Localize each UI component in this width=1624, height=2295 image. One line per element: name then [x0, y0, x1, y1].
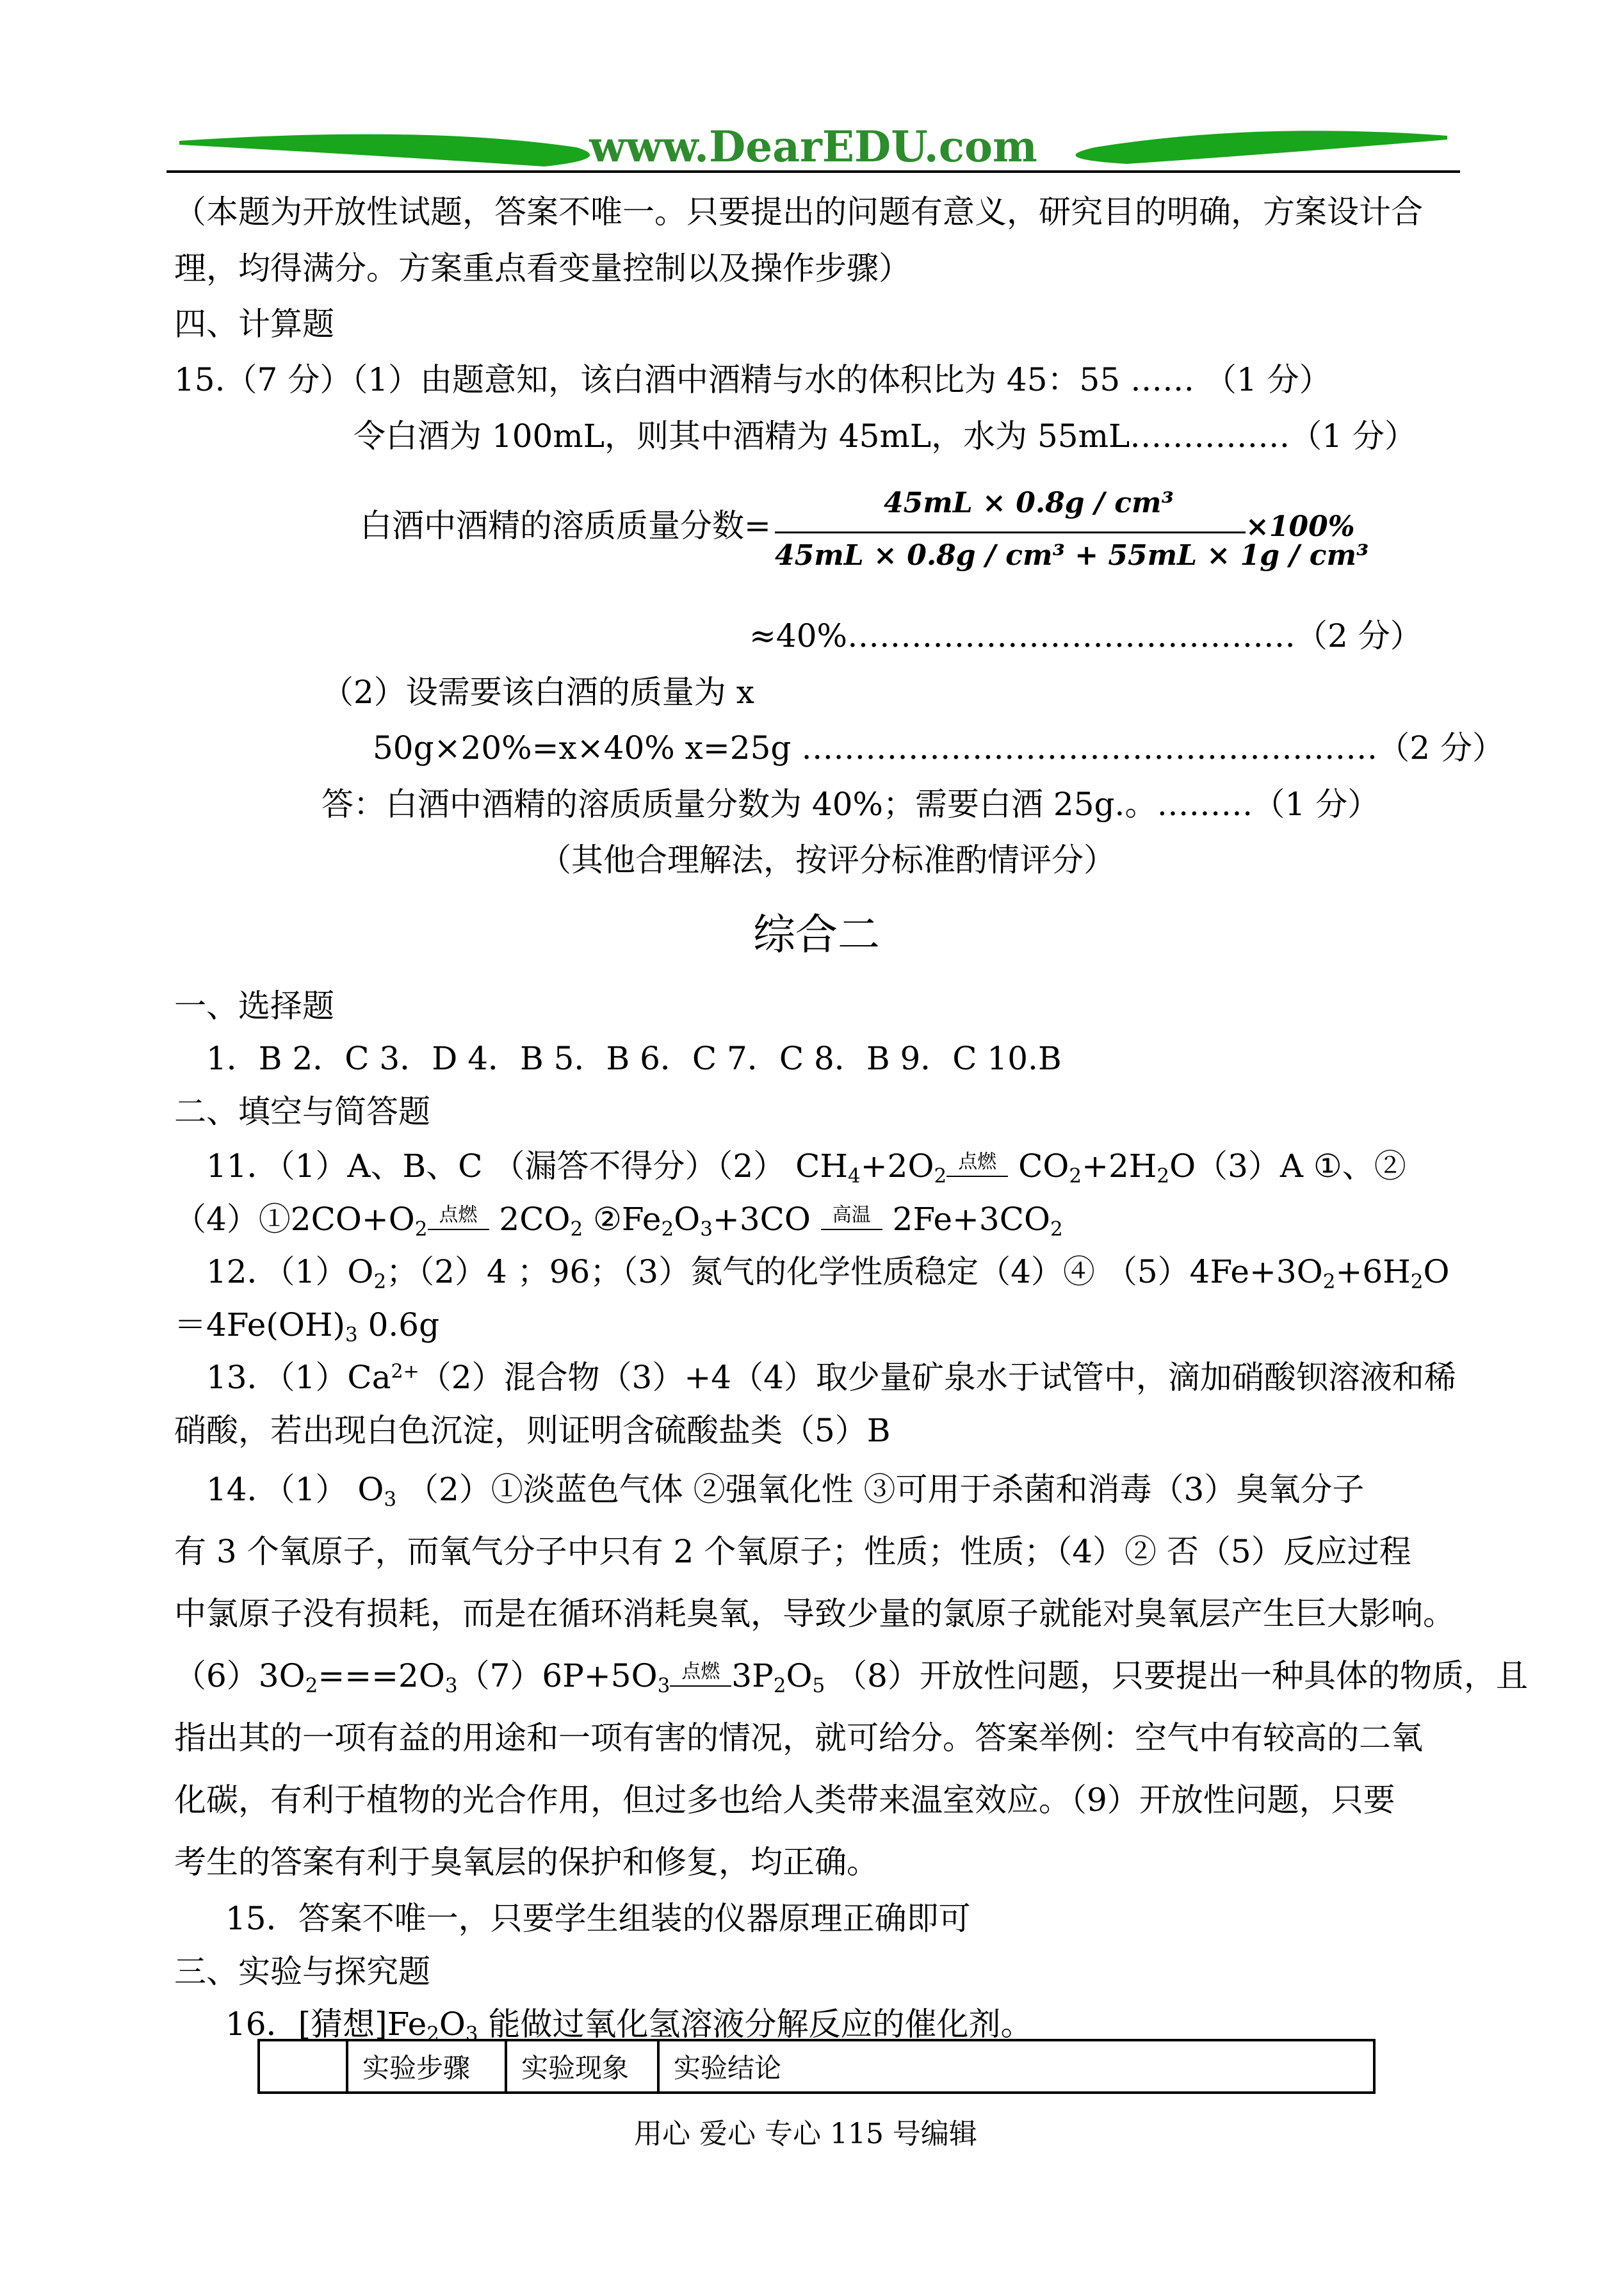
section-2-title: 二、填空与简答题	[174, 1093, 430, 1130]
intro-line-1: （本题为开放性试题，答案不唯一。只要提出的问题有意义，研究目的明确，方案设计合	[174, 193, 1423, 231]
section-4-title: 四、计算题	[174, 305, 334, 343]
q15-approx: ≈40%……………………………………（2 分）	[749, 617, 1422, 654]
q14-line-3: 中氯原子没有损耗，而是在循环消耗臭氧，导致少量的氯原子就能对臭氧层产生巨大影响。	[174, 1595, 1455, 1632]
q15-line-1: 15.（7 分）（1）由题意知，该白酒中酒精与水的体积比为 45：55 …… （1 分）	[174, 361, 1331, 398]
table-header-cell: 实验步骤	[347, 2040, 506, 2093]
table-header-cell: 实验现象	[506, 2040, 658, 2093]
fraction-bar	[775, 531, 1246, 533]
section-3-title: 三、实验与探究题	[174, 1953, 430, 1990]
table-header-cell: 实验结论	[658, 2040, 1374, 2093]
choice-answers: 1．B 2．C 3．D 4．B 5．B 6．C 7．C 8．B 9．C 10.B	[206, 1040, 1062, 1077]
intro-line-2: 理，均得满分。方案重点看变量控制以及操作步骤）	[174, 250, 911, 287]
q14-line-2: 有 3 个氧原子，而氧气分子中只有 2 个氧原子；性质；性质；（4）② 否（5）反应过程	[174, 1533, 1411, 1570]
header-banner	[166, 122, 1460, 186]
condition-ignite: 点燃	[946, 1171, 1008, 1177]
fraction-numerator: 45mL × 0.8g / cm³	[884, 487, 1174, 519]
q14-line-6: 化碳，有利于植物的光合作用，但过多也给人类带来温室效应。（9）开放性问题，只要	[174, 1781, 1395, 1819]
q14-line-4: $(6)3O_2===2O_3(7)6P+5O_3$ 点燃 $3P_2O_5$ （8）开放性问题，只要提出一种具体的物质，且	[174, 1657, 1528, 1698]
q15-part-2: （2）设需要该白酒的质量为 x	[321, 674, 754, 711]
footer-text: 用心 爱心 专心 115 号编辑	[634, 2118, 977, 2150]
q11-line-1: 11．（1）A、B、C （漏答不得分）（2） $CH_4+2O_2$ 点燃 $CO_2+2H_2O(3)A$ ①、②	[206, 1148, 1406, 1188]
fraction-percent: ×100%	[1246, 510, 1355, 543]
q13-line-2: 硝酸，若出现白色沉淀，则证明含硫酸盐类（5）B	[174, 1412, 891, 1449]
q16-line: 16．[猜想]$Fe_2O_3$ 能做过氧化氢溶液分解反应的催化剂。	[225, 2006, 1033, 2046]
q11-line-2: $(4)①2CO+O_2$ 点燃 $2CO_2$ $②Fe_2O_3+3CO$ 高温 $2Fe+3CO_2$	[174, 1201, 1063, 1241]
table-header-row	[259, 2040, 1374, 2093]
banner-right-swoosh	[1076, 131, 1447, 164]
q14-line-1: 14．（1） $O_3$ （2）①淡蓝色气体 ②强氧化性 ③可用于杀菌和消毒（3）臭氧分子	[206, 1471, 1365, 1511]
q15-note: （其他合理解法，按评分标准酌情评分）	[539, 841, 1116, 879]
section-1-title: 一、选择题	[174, 987, 334, 1025]
q12-line-1: 12．$(1)O_2$；（2）4 ；96；（3）氮气的化学性质稳定（4）④ $(5)4Fe+3O_2+6H_2O$	[206, 1253, 1450, 1293]
banner-text: www.DearEDU.com	[589, 122, 1037, 172]
q14-line-5: 指出其的一项有益的用途和一项有害的情况，就可给分。答案举例：空气中有较高的二氧	[174, 1719, 1423, 1756]
banner-left-swoosh	[179, 134, 590, 166]
fraction-denominator: 45mL × 0.8g / cm³ + 55mL × 1g / cm³	[775, 539, 1369, 572]
q15-answer: 答：白酒中酒精的溶质质量分数为 40%；需要白酒 25g.。………（1 分）	[321, 786, 1380, 823]
q15-calc: 50g×20%=x×40% x=25g ………………………………………………（2 分）	[373, 729, 1504, 766]
part-title: 综合二	[753, 910, 880, 959]
q14-line-7: 考生的答案有利于臭氧层的保护和修复，均正确。	[174, 1844, 879, 1881]
condition-ignite: 点燃	[428, 1224, 489, 1230]
table-header-cell	[259, 2040, 347, 2093]
q15-line-2: 令白酒为 100mL，则其中酒精为 45mL，水为 55mL……………（1 分）	[353, 418, 1417, 455]
q15b-line: 15．答案不唯一，只要学生组装的仪器原理正确即可	[225, 1900, 971, 1937]
condition-high-temp: 高温	[821, 1224, 882, 1230]
condition-ignite: 点燃	[670, 1680, 731, 1687]
q15-fraction-label: 白酒中酒精的溶质质量分数=	[360, 507, 771, 544]
q13-line-1: 13．$(1)Ca^{2+}(2)$混合物（3）+4（4）取少量矿泉水于试管中，滴加硝酸钡溶液和稀	[206, 1359, 1456, 1396]
q12-line-2: $=4Fe(OH)_3$ 0.6g	[174, 1306, 440, 1347]
experiment-table	[257, 2039, 1376, 2094]
